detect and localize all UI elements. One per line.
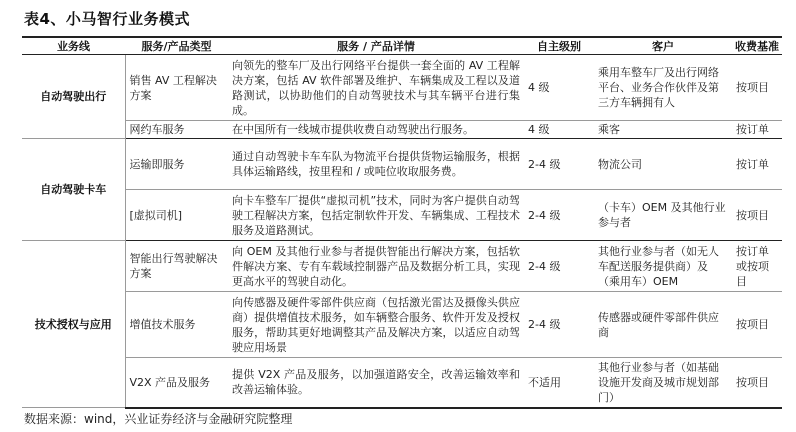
fee-cell: 按订单或按项目 — [732, 241, 782, 292]
header-fee: 收费基准 — [732, 37, 782, 55]
service-type-cell: 智能出行驾驶解决方案 — [125, 241, 228, 292]
level-cell: 4 级 — [524, 55, 594, 121]
table-row — [22, 292, 782, 358]
customer-cell: 乘客 — [594, 121, 732, 139]
level-cell: 2-4 级 — [524, 139, 594, 190]
fee-cell: 按订单 — [732, 121, 782, 139]
table-title: 表4、小马智行业务模式 — [24, 10, 190, 28]
table-row — [22, 358, 782, 408]
header-detail: 服务 / 产品详情 — [228, 37, 524, 55]
header-category: 业务线 — [22, 37, 125, 55]
header-row — [22, 37, 782, 55]
category-cell: 自动驾驶出行 — [22, 55, 125, 139]
level-cell: 不适用 — [524, 358, 594, 408]
customer-cell: 物流公司 — [594, 139, 732, 190]
customer-cell: 其他行业参与者（如基础设施开发商及城市规划部门） — [594, 358, 732, 408]
header-customer: 客户 — [594, 37, 732, 55]
table-row — [22, 190, 782, 241]
category-cell: 技术授权与应用 — [22, 241, 125, 408]
category-cell: 自动驾驶卡车 — [22, 139, 125, 241]
level-cell: 2-4 级 — [524, 241, 594, 292]
fee-cell: 按项目 — [732, 292, 782, 358]
level-cell: 2-4 级 — [524, 292, 594, 358]
detail-cell: 向 OEM 及其他行业参与者提供智能出行解决方案，包括软件解决方案、专有车载域控制器产品及数据分析工具，实现更高水平的驾驶自动化。 — [228, 241, 524, 292]
detail-cell: 向卡车整车厂提供“虚拟司机”技术，同时为客户提供自动驾驶工程解决方案，包括定制软件开发、车辆集成、工程技术服务及道路测试。 — [228, 190, 524, 241]
data-source-note: 数据来源：wind，兴业证券经济与金融研究院整理 — [24, 412, 293, 426]
service-type-cell: [虚拟司机] — [125, 190, 228, 241]
service-type-cell: V2X 产品及服务 — [125, 358, 228, 408]
table-row — [22, 241, 782, 292]
level-cell: 2-4 级 — [524, 190, 594, 241]
detail-cell: 在中国所有一线城市提供收费自动驾驶出行服务。 — [228, 121, 524, 139]
customer-cell: （卡车）OEM 及其他行业参与者 — [594, 190, 732, 241]
service-type-cell: 运输即服务 — [125, 139, 228, 190]
customer-cell: 乘用车整车厂及出行网络平台、业务合作伙伴及第三方车辆拥有人 — [594, 55, 732, 121]
level-cell: 4 级 — [524, 121, 594, 139]
header-service-type: 服务/产品类型 — [125, 37, 228, 55]
fee-cell: 按项目 — [732, 358, 782, 408]
service-type-cell: 网约车服务 — [125, 121, 228, 139]
service-type-cell: 增值技术服务 — [125, 292, 228, 358]
service-type-cell: 销售 AV 工程解决方案 — [125, 55, 228, 121]
customer-cell: 传感器或硬件零部件供应商 — [594, 292, 732, 358]
table-row — [22, 139, 782, 190]
fee-cell: 按项目 — [732, 190, 782, 241]
business-model-table — [22, 36, 782, 409]
table-row — [22, 121, 782, 139]
detail-cell: 通过自动驾驶卡车车队为物流平台提供货物运输服务，根据具体运输路线，按里程和 / 或吨位收取服务费。 — [228, 139, 524, 190]
table-row — [22, 55, 782, 121]
fee-cell: 按订单 — [732, 139, 782, 190]
fee-cell: 按项目 — [732, 55, 782, 121]
customer-cell: 其他行业参与者（如无人车配送服务提供商）及（乘用车）OEM — [594, 241, 732, 292]
detail-cell: 向领先的整车厂及出行网络平台提供一套全面的 AV 工程解决方案，包括 AV 软件部署及维护、车辆集成及工程以及道路测试，以协助他们的自动驾驶技术与其车辆平台进行集成。 — [228, 55, 524, 121]
header-level: 自主级别 — [524, 37, 594, 55]
detail-cell: 向传感器及硬件零部件供应商（包括激光雷达及摄像头供应商）提供增值技术服务，如车辆整合服务、软件开发及授权服务，帮助其更好地调整其产品及解决方案，以适应自动驾驶应用场景 — [228, 292, 524, 358]
detail-cell: 提供 V2X 产品及服务，以加强道路安全，改善运输效率和改善运输体验。 — [228, 358, 524, 408]
